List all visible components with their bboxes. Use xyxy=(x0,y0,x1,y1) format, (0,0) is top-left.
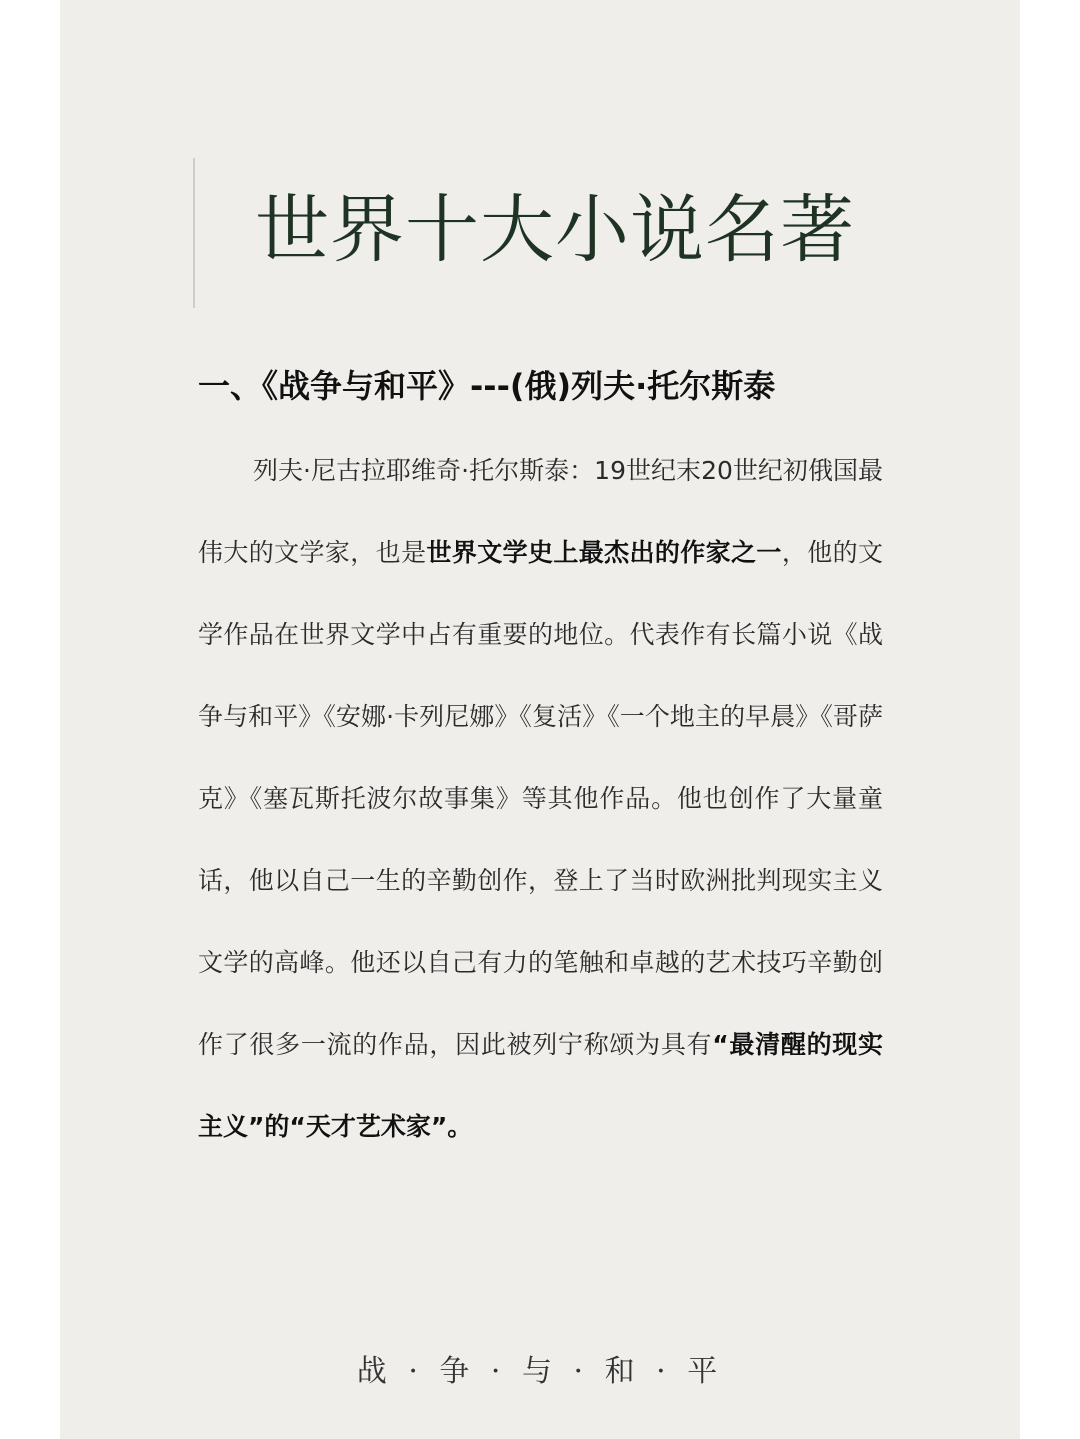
section-heading: 一、《战争与和平》---(俄)列夫·托尔斯泰 xyxy=(198,367,776,405)
footer-caption: 战 · 争 · 与 · 和 · 平 xyxy=(356,1354,724,1389)
paragraph-text-1: 列夫·尼古拉耶维奇·托尔斯泰：19世纪末20世纪初俄国最伟大的文学家，也是 xyxy=(198,456,883,567)
paragraph-bold-2: “最清醒的现实主义”的“天才艺术家”。 xyxy=(198,1030,883,1141)
title-vertical-rule xyxy=(193,158,195,308)
page-title: 世界十大小说名著 xyxy=(255,187,855,273)
paragraph-text-2: ，他的文学作品在世界文学中占有重要的地位。代表作有长篇小说《战争与和平》《安娜·卡列尼娜》《复活》《一个地主的早晨》《哥萨克》《塞瓦斯托波尔故事集》等其他作品。他也创作了大量童话，他以自己一生的辛勤创作，登上了当时欧洲批判现实主义文学的高峰。他还以自己有力的笔触和卓越的艺术技巧辛勤创作了很多一流的作品，因此被列宁称颂为具有 xyxy=(198,538,883,1059)
paragraph-bold-1: 世界文学史上最杰出的作家之一 xyxy=(426,538,782,567)
body-paragraph xyxy=(198,430,883,1168)
